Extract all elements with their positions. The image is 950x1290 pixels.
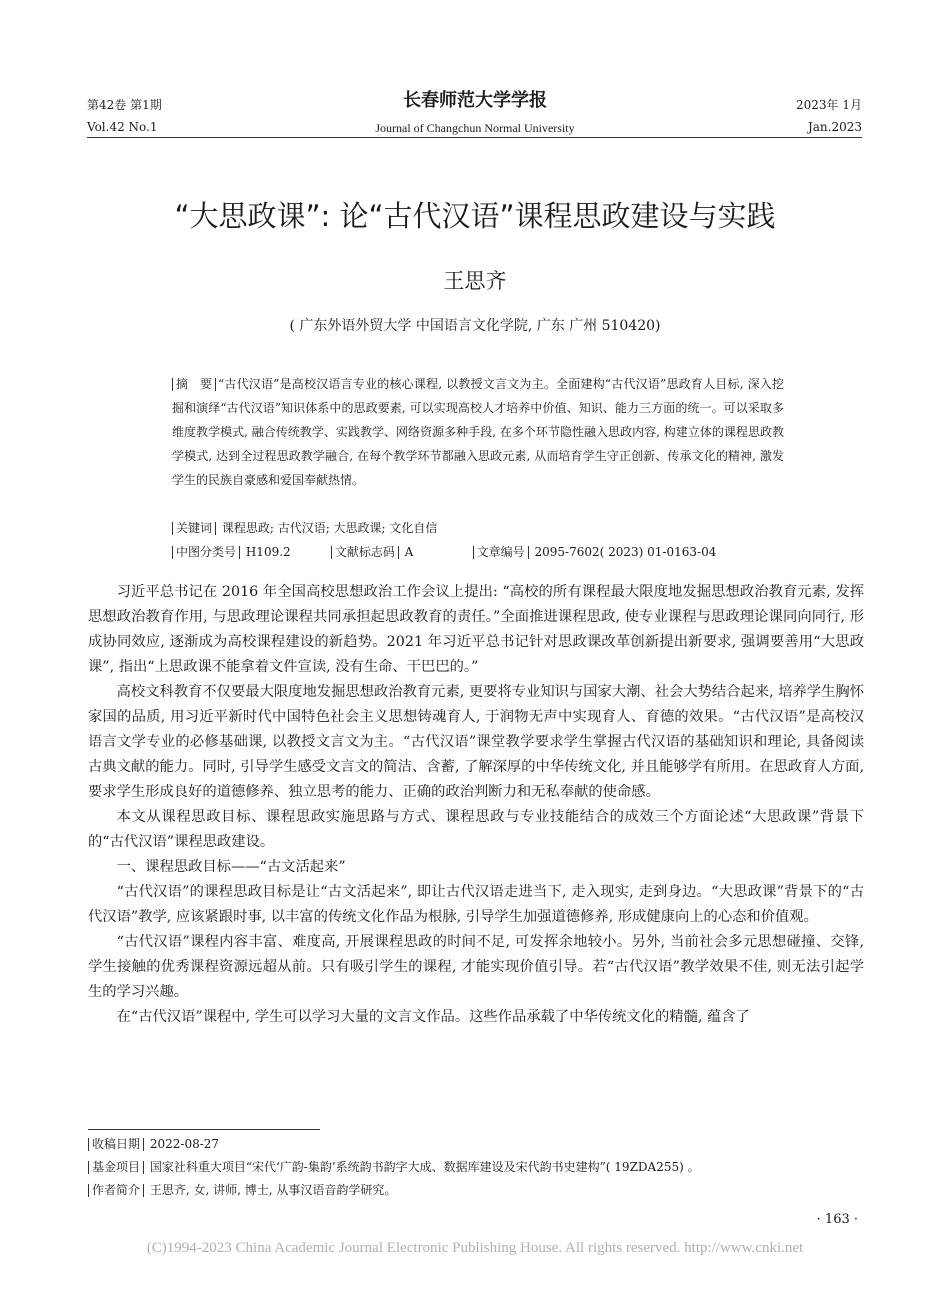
fund-value: 国家社科重大项目“宋代‘广韵-集韵’系统韵书韵字大成、数据库建设及宋代韵书史建构”( 19ZDA255) 。	[149, 1160, 700, 1174]
clc-label: 中图分类号	[172, 546, 240, 559]
volume-en: Vol.42 No.1	[87, 120, 158, 134]
paragraph: “古代汉语”课程内容丰富、难度高, 开展课程思政的时间不足, 可发挥余地较小。另外, 当前社会多元思想碰撞、交锋, 学生接触的优秀课程资源远超从前。只有吸引学生的课程, 才能实现价值引导。若“古代汉语”教学效果不佳, 则无法引起学生的学习兴趣。	[88, 934, 864, 1000]
paragraph: 在“古代汉语”课程中, 学生可以学习大量的文言文作品。这些作品承载了中华传统文化的精髓, 蕴含了	[116, 1009, 750, 1025]
fund-label: 基金项目	[88, 1161, 144, 1174]
page-number: · 163 ·	[816, 1212, 858, 1227]
received-label: 收稿日期	[88, 1138, 144, 1151]
footnote-rule	[88, 1129, 320, 1130]
date-en: Jan.2023	[807, 120, 862, 134]
doc-code-label: 文献标志码	[331, 546, 399, 559]
copyright-watermark: (C)1994-2023 China Academic Journal Electronic Publishing House. All rights reserved. http://www.cnki.net	[146, 1240, 804, 1256]
article-number-label: 文章编号	[473, 546, 529, 559]
article-number-value: 2095-7602( 2023) 01-0163-04	[534, 545, 717, 559]
abstract-label: 摘 要	[172, 378, 216, 391]
author-info-value: 王思齐, 女, 讲师, 博士, 从事汉语音韵学研究。	[149, 1183, 397, 1197]
footnote-author	[88, 1179, 864, 1202]
paragraph: 习近平总书记在 2016 年全国高校思想政治工作会议上提出: “高校的所有课程最大限度地发掘思想政治教育元素, 发挥思想政治教育作用, 与思政理论课程共同承担起思政教育的责任。”全面推进课程思政, 使专业课程与思政理论课同向同行, 形成协同效应, 逐渐成为高校课程建设的新趋势。2021 年习近平总书记针对思政课改革创新提出新要求, 强调要善用“大思政课”, 指出“上思政课不能拿着文件宣读, 没有生命、干巴巴的。”	[88, 584, 864, 675]
paragraph: 本文从课程思政目标、课程思政实施思路与方式、课程思政与专业技能结合的成效三个方面论述“大思政课”背景下的“古代汉语”课程思政建设。	[88, 809, 864, 850]
journal-title-cn: 长春师范大学学报	[403, 90, 547, 111]
running-header-center	[300, 88, 650, 138]
footnote-received	[88, 1133, 864, 1156]
footnotes	[88, 1133, 864, 1202]
paragraph: “古代汉语”的课程思政目标是让“古文活起来”, 即让古代汉语走进当下, 走入现实, 走到身边。“大思政课”背景下的“古代汉语”教学, 应该紧跟时事, 以丰富的传统文化作品为根脉, 引导学生加强道德修养, 形成健康向上的心态和价值观。	[88, 884, 864, 925]
author-affiliation: ( 广东外语外贸大学 中国语言文化学院, 广东 广州 510420)	[289, 318, 661, 334]
running-header-left	[87, 94, 162, 138]
running-header-right	[796, 94, 862, 138]
classification-row	[172, 540, 784, 564]
footnote-fund	[88, 1156, 864, 1179]
volume-cn: 第42卷 第1期	[87, 98, 162, 112]
received-value: 2022-08-27	[149, 1137, 220, 1151]
paragraph: 高校文科教育不仅要最大限度地发掘思想政治教育元素, 更要将专业知识与国家大潮、社会大势结合起来, 培养学生胸怀家国的品质, 用习近平新时代中国特色社会主义思想铸魂育人, 于润物无声中实现育人、育德的效果。“古代汉语”是高校汉语言文学专业的必修基础课, 以教授文言文为主。“古代汉语”课堂教学要求学生掌握古代汉语的基础知识和理论, 具备阅读古典文献的能力。同时, 引导学生感受文言文的简洁、含蓄, 了解深厚的中华传统文化, 并且能够学有所用。在思政育人方面, 要求学生形成良好的道德修养、独立思考的能力、正确的政治判断力和无私奉献的使命感。	[88, 684, 864, 800]
keywords-label: 关键词	[172, 522, 216, 535]
author-info-label: 作者简介	[88, 1184, 144, 1197]
keywords-text: 课程思政; 古代汉语; 大思政课; 文化自信	[221, 521, 438, 535]
article-author: 王思齐	[443, 269, 507, 293]
keywords	[172, 516, 784, 540]
abstract-text: “古代汉语”是高校汉语言专业的核心课程, 以教授文言文为主。全面建构“古代汉语”思政育人目标, 深入挖掘和演绎“古代汉语”知识体系中的思政要素, 可以实现高校人才培养中价值、知识、能力三方面的统一。可以采取多维度教学模式, 融合传统教学、实践教学、网络资源多种手段, 在多个环节隐性融入思政内容, 构建立体的课程思政教学模式, 达到全过程思政教学融合, 在每个教学环节都融入思政元素, 从而培育学生守正创新、传承文化的精神, 激发学生的民族自豪感和爱国奉献热情。	[172, 377, 784, 487]
date-cn: 2023年 1月	[796, 98, 862, 112]
section-heading: 一、课程思政目标——“古文活起来”	[116, 859, 346, 875]
doc-code-value: A	[404, 545, 414, 559]
header-rule	[87, 137, 862, 138]
clc-value: H109.2	[245, 545, 291, 559]
article-title: “大思政课”: 论“古代汉语”课程思政建设与实践	[174, 199, 776, 233]
body-text	[88, 580, 864, 1030]
journal-title-en: Journal of Changchun Normal University	[375, 121, 575, 135]
abstract	[172, 372, 784, 492]
